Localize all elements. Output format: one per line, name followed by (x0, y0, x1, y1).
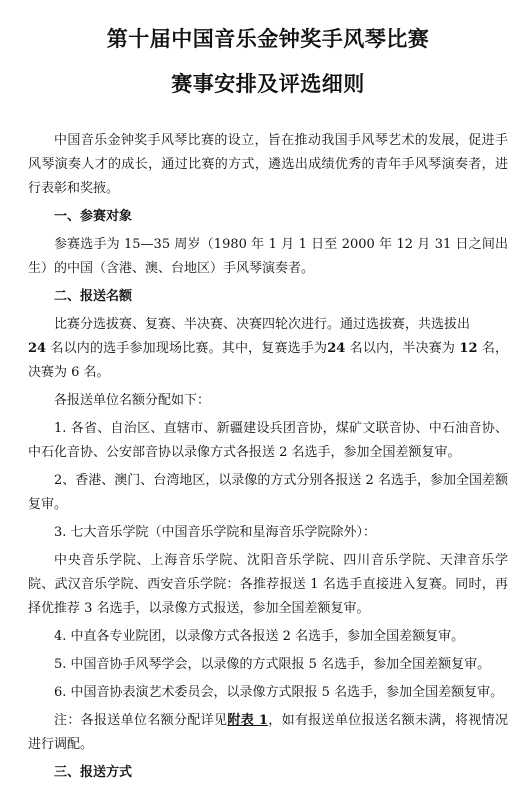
rounds-paragraph (28, 313, 508, 385)
document-title: 第十届中国音乐金钟奖手风琴比赛 (106, 27, 430, 51)
allocation-item-3-detail: 中央音乐学院、上海音乐学院、沈阳音乐学院、四川音乐学院、天津音乐学院、武汉音乐学院、西安音乐学院：各推荐报送 1 名选手直接进入复赛。同时，再择优推荐 3 名选手，以录像方式报送，参加全国差额复审。 (28, 553, 508, 616)
section-heading-submission: 三、报送方式 (54, 765, 133, 780)
section-heading-participants: 一、参赛对象 (54, 209, 133, 224)
rounds-text-g: 名，决赛为 6 名。 (28, 341, 509, 380)
note-text-a: 注：各报送单位名额分配详见 (54, 713, 228, 728)
appendix-1-link[interactable]: 附表 1 (227, 713, 268, 728)
rounds-number-24b: 24 (327, 341, 346, 356)
rounds-text-e: 名以内，半决赛为 (345, 341, 460, 356)
participants-paragraph: 参赛选手为 15—35 周岁（1980 年 1 月 1 日至 2000 年 12 月 31 日之间出生）的中国（含港、澳、台地区）手风琴演奏者。 (28, 237, 508, 276)
note-text-b: ，如有报送单位报送名额未满，将视情况进行调配。 (28, 713, 508, 752)
document-subtitle: 赛事安排及评选细则 (171, 72, 365, 96)
allocation-note (28, 709, 508, 757)
allocation-item-6: 6. 中国音协表演艺术委员会，以录像方式限报 5 名选手，参加全国差额复审。 (54, 685, 504, 700)
rounds-number-12: 12 (459, 341, 478, 356)
allocation-item-5: 5. 中国音协手风琴学会，以录像的方式限报 5 名选手，参加全国差额复审。 (54, 657, 491, 672)
rounds-text-c: 名以内的选手参加现场比赛。其中，复赛选手为 (46, 341, 328, 356)
document-body (28, 129, 508, 785)
allocation-intro: 各报送单位名额分配如下： (54, 393, 211, 408)
allocation-item-4: 4. 中直各专业院团，以录像方式各报送 2 名选手，参加全国差额复审。 (54, 629, 465, 644)
allocation-item-1: 1. 各省、自治区、直辖市、新疆建设兵团音协，煤矿文联音协、中石油音协、中石化音协、公安部音协以录像方式各报送 2 名选手，参加全国差额复审。 (28, 421, 508, 460)
allocation-item-3: 3. 七大音乐学院（中国音乐学院和星海音乐学院除外）： (54, 525, 377, 540)
allocation-item-2: 2、香港、澳门、台湾地区，以录像的方式分别各报送 2 名选手，参加全国差额复审。 (28, 473, 508, 512)
rounds-text-a: 比赛分选拔赛、复赛、半决赛、决赛四轮次进行。通过选拔赛，共选拔出 (54, 317, 471, 332)
intro-paragraph: 中国音乐金钟奖手风琴比赛的设立，旨在推动我国手风琴艺术的发展，促进手风琴演奏人才的成长，通过比赛的方式，遴选出成绩优秀的青年手风琴演奏者，进行表彰和奖掖。 (28, 133, 508, 196)
section-heading-quota: 二、报送名额 (54, 289, 133, 304)
rounds-number-24a: 24 (28, 341, 47, 356)
